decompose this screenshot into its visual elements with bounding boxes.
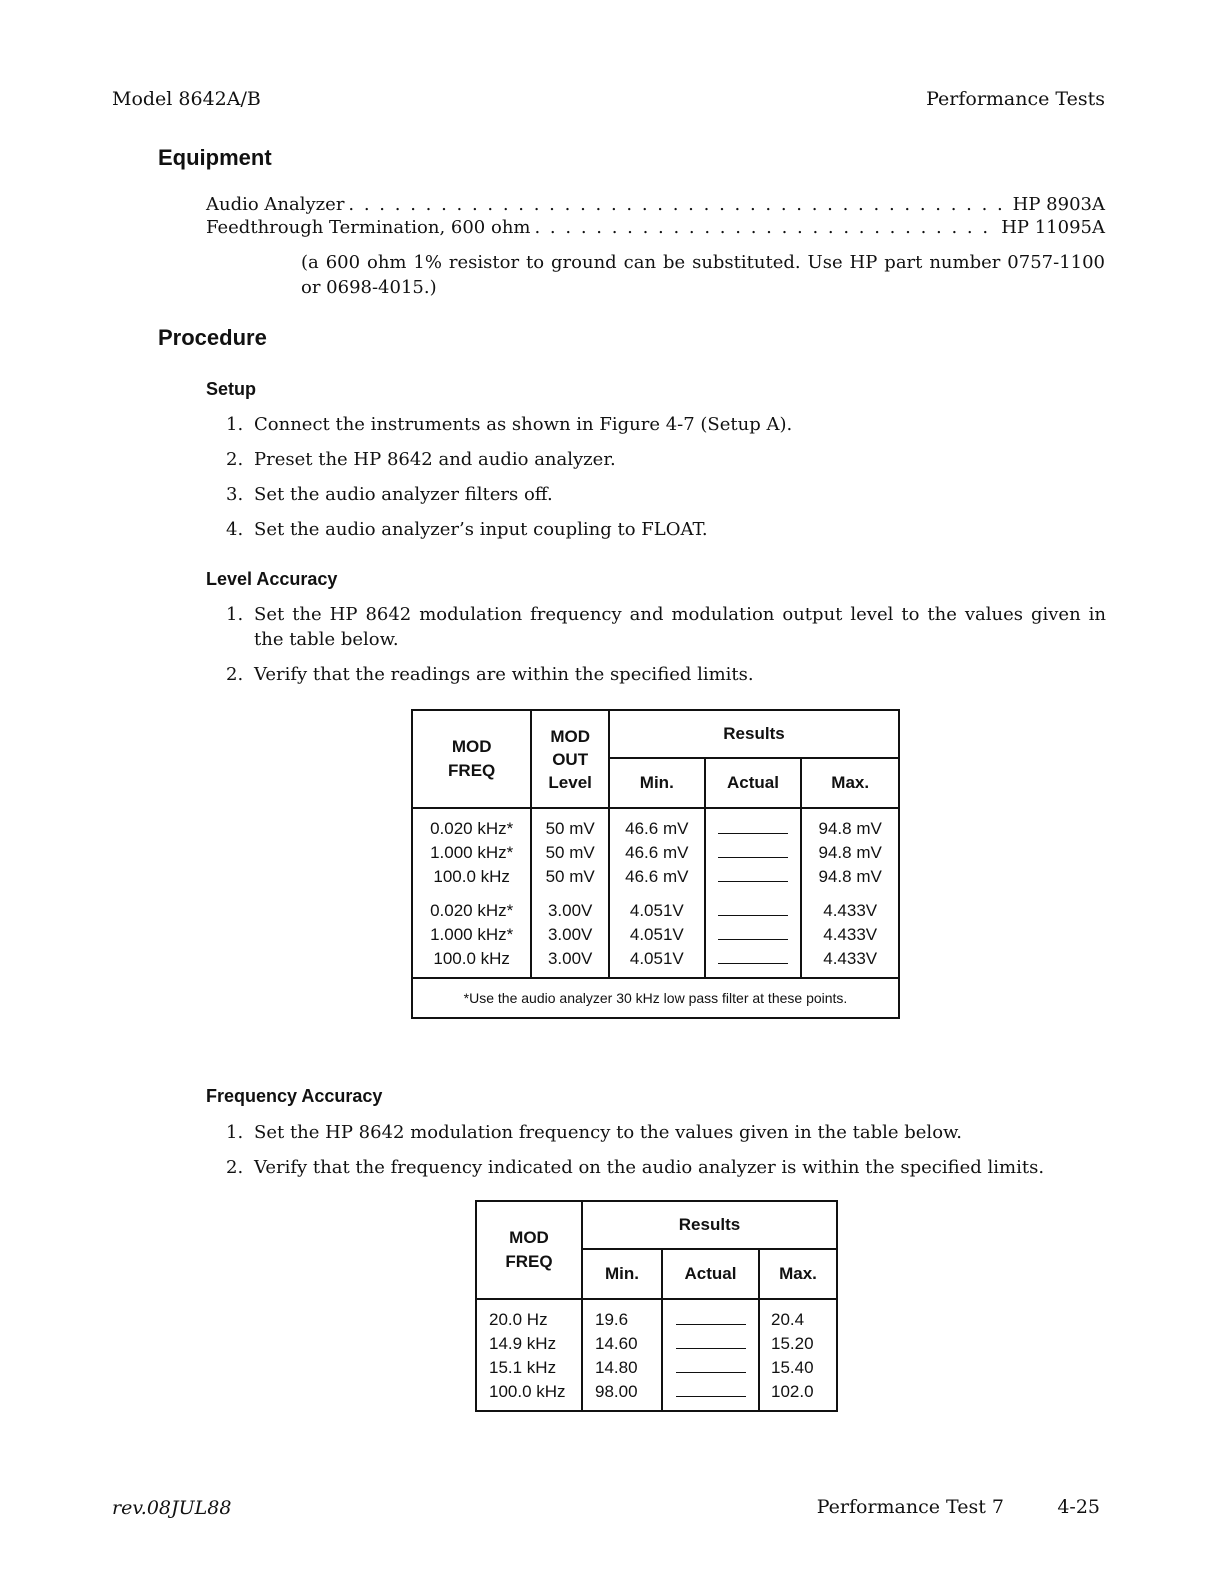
frequency-accuracy-steps xyxy=(226,1120,1106,1190)
col-min: Min. xyxy=(609,758,705,808)
equipment-item xyxy=(206,194,1105,215)
footer-revision: rev.08JUL88 xyxy=(112,1497,232,1519)
min-cell: 19.6 14.60 14.80 98.00 xyxy=(582,1299,662,1411)
equipment-heading: Equipment xyxy=(158,145,272,170)
equipment-model: HP 11095A xyxy=(1001,217,1105,238)
footer-test-name: Performance Test 7 xyxy=(816,1496,1004,1518)
equipment-note: (a 600 ohm 1% resistor to ground can be substituted. Use HP part number 0757-1100 or 0698-4015.) xyxy=(301,252,1105,298)
freq-cell: 0.020 kHz* 1.000 kHz* 100.0 kHz 0.020 kHz* 1.000 kHz* 100.0 kHz xyxy=(412,808,531,978)
frequency-accuracy-table xyxy=(475,1200,838,1412)
list-item: 1. Connect the instruments as shown in Figure 4-7 (Setup A). xyxy=(226,414,793,435)
list-item: 2. Preset the HP 8642 and audio analyzer. xyxy=(226,449,616,470)
out-level-cell: 50 mV 50 mV 50 mV 3.00V 3.00V 3.00V xyxy=(531,808,609,978)
setup-heading: Setup xyxy=(206,379,257,399)
table-row xyxy=(412,808,899,978)
actual-cell[interactable] xyxy=(662,1299,759,1411)
col-mod-freq: MOD FREQ xyxy=(476,1201,582,1299)
leader-dots xyxy=(534,217,997,238)
max-cell: 20.4 15.20 15.40 102.0 xyxy=(759,1299,837,1411)
frequency-accuracy-heading: Frequency Accuracy xyxy=(206,1086,383,1106)
actual-blank[interactable] xyxy=(718,843,788,858)
actual-blank[interactable] xyxy=(676,1382,746,1397)
level-accuracy-heading: Level Accuracy xyxy=(206,569,338,589)
actual-blank[interactable] xyxy=(718,925,788,940)
actual-blank[interactable] xyxy=(676,1310,746,1325)
col-actual: Actual xyxy=(705,758,802,808)
actual-blank[interactable] xyxy=(718,819,788,834)
col-mod-out: MOD OUT Level xyxy=(531,710,609,808)
footer-page-number: 4-25 xyxy=(1057,1496,1100,1518)
equipment-label: Feedthrough Termination, 600 ohm xyxy=(206,217,531,238)
table-footnote: *Use the audio analyzer 30 kHz low pass filter at these points. xyxy=(412,978,899,1018)
header-model: Model 8642A/B xyxy=(112,88,261,110)
table-row xyxy=(476,1299,837,1411)
actual-cell[interactable] xyxy=(705,808,802,978)
leader-dots xyxy=(348,194,1008,215)
level-accuracy-steps xyxy=(226,602,1106,697)
actual-blank[interactable] xyxy=(718,867,788,882)
procedure-heading: Procedure xyxy=(158,325,267,350)
equipment-item xyxy=(206,217,1105,238)
col-min: Min. xyxy=(582,1249,662,1299)
list-item: 3. Set the audio analyzer filters off. xyxy=(226,484,553,505)
max-cell: 94.8 mV 94.8 mV 94.8 mV 4.433V 4.433V 4.433V xyxy=(801,808,899,978)
col-mod-freq: MOD FREQ xyxy=(412,710,531,808)
col-results: Results xyxy=(609,710,899,758)
equipment-label: Audio Analyzer xyxy=(206,194,345,215)
actual-blank[interactable] xyxy=(676,1334,746,1349)
freq-cell: 20.0 Hz 14.9 kHz 15.1 kHz 100.0 kHz xyxy=(476,1299,582,1411)
level-accuracy-table xyxy=(411,709,900,1019)
list-item: 1. Set the HP 8642 modulation frequency and modulation output level to the values given in the table below. xyxy=(226,604,1106,650)
min-cell: 46.6 mV 46.6 mV 46.6 mV 4.051V 4.051V 4.051V xyxy=(609,808,705,978)
col-results: Results xyxy=(582,1201,837,1249)
list-item: 2. Verify that the frequency indicated on the audio analyzer is within the specified limits. xyxy=(226,1157,1045,1178)
col-max: Max. xyxy=(801,758,899,808)
list-item: 4. Set the audio analyzer’s input coupling to FLOAT. xyxy=(226,519,708,540)
col-actual: Actual xyxy=(662,1249,759,1299)
list-item: 2. Verify that the readings are within the specified limits. xyxy=(226,664,754,685)
equipment-model: HP 8903A xyxy=(1012,194,1105,215)
actual-blank[interactable] xyxy=(718,949,788,964)
actual-blank[interactable] xyxy=(718,901,788,916)
setup-steps xyxy=(226,412,1106,552)
col-max: Max. xyxy=(759,1249,837,1299)
list-item: 1. Set the HP 8642 modulation frequency to the values given in the table below. xyxy=(226,1122,963,1143)
actual-blank[interactable] xyxy=(676,1358,746,1373)
header-section: Performance Tests xyxy=(926,88,1105,110)
